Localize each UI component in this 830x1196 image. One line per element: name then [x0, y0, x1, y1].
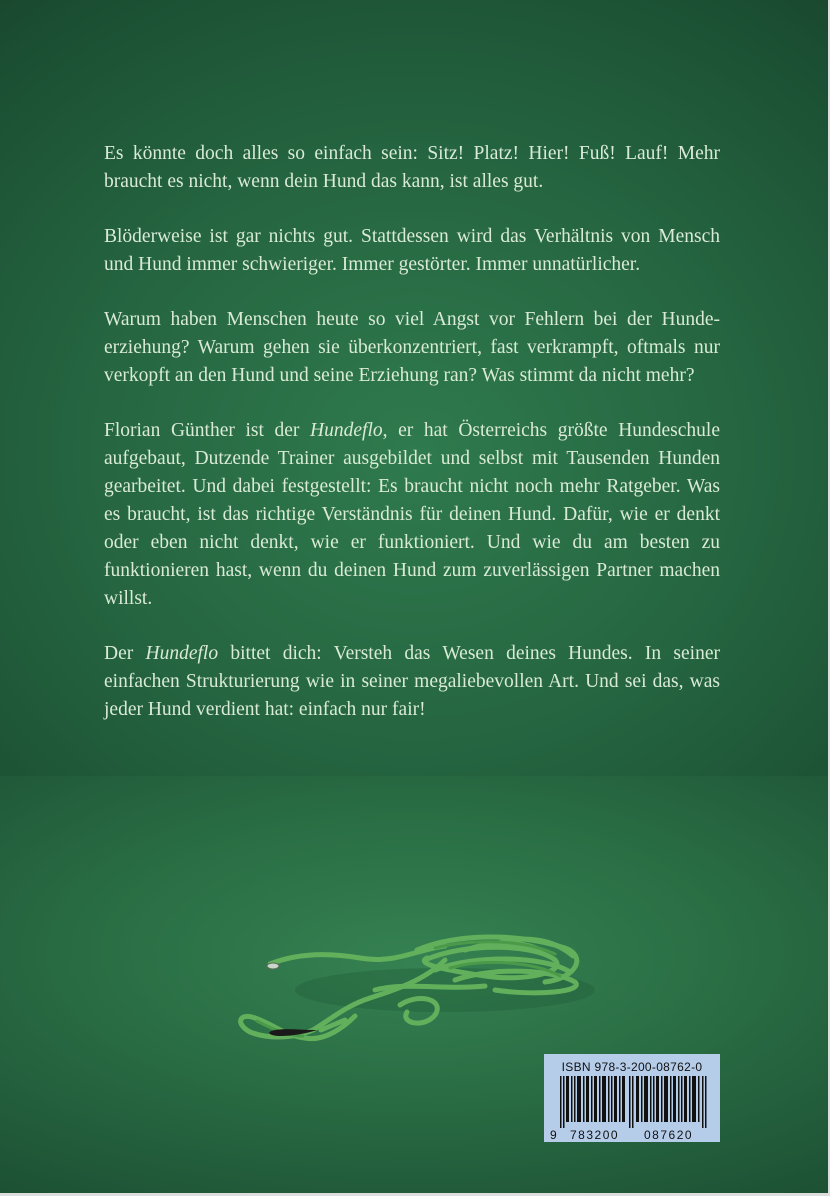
isbn-barcode	[544, 1054, 720, 1142]
barcode-digit-first: 9	[550, 1128, 557, 1142]
hundeflo-name: Hundeflo	[310, 420, 383, 441]
barcode-digits-right: 087620	[644, 1128, 694, 1142]
paragraph-2: Blöderweise ist gar nichts gut. Stattdessen wird das Verhältnis von Mensch und Hund immer schwieriger. Immer gestörter. Immer unnatürlicher.	[104, 226, 720, 275]
paragraph-3: Warum haben Menschen heute so viel Angst vor Fehlern bei der Hundeerziehung? Warum gehen sie überkonzentriert, fast verkrampft, oftmals nur verkopft an den Hund und seine Erziehung ran? Was stimmt da nicht mehr?	[104, 309, 720, 386]
barcode-digits-left: 783200	[570, 1128, 620, 1142]
dog-leash-illustration	[195, 920, 595, 1060]
paragraph-4: Florian Günther ist der Hundeflo, er hat Österreichs größte Hundeschule aufgebaut, Dutzende Trainer ausgebildet und selbst mit Tausenden Hunden gearbeitet. Und dabei festgestellt: Es braucht nicht noch mehr Ratgeber. Was es braucht, ist das richtige Verständnis für deinen Hund. Dafür, wie er denkt oder eben nicht denkt, wie er funktioniert. Und wie du am besten zu funktionieren hast, wenn du deinen Hund zum zuverlässigen Partner machen willst.	[104, 420, 720, 609]
isbn-label: ISBN 978-3-200-08762-0	[561, 1060, 703, 1074]
paragraph-5: Der Hundeflo bittet dich: Versteh das Wesen deines Hundes. In seiner einfachen Strukturierung wie in seiner megaliebevollen Art. Und sei das, was jeder Hund verdient hat: einfach nur fair!	[104, 643, 720, 720]
barcode-digits	[552, 1128, 712, 1142]
blurb-text	[104, 140, 720, 751]
hundeflo-name: Hundeflo	[145, 643, 219, 664]
paragraph-1: Es könnte doch alles so einfach sein: Sitz! Platz! Hier! Fuß! Lauf! Mehr braucht es nicht, wenn dein Hund das kann, ist alles gut.	[104, 143, 720, 192]
barcode-icon	[552, 1076, 712, 1128]
